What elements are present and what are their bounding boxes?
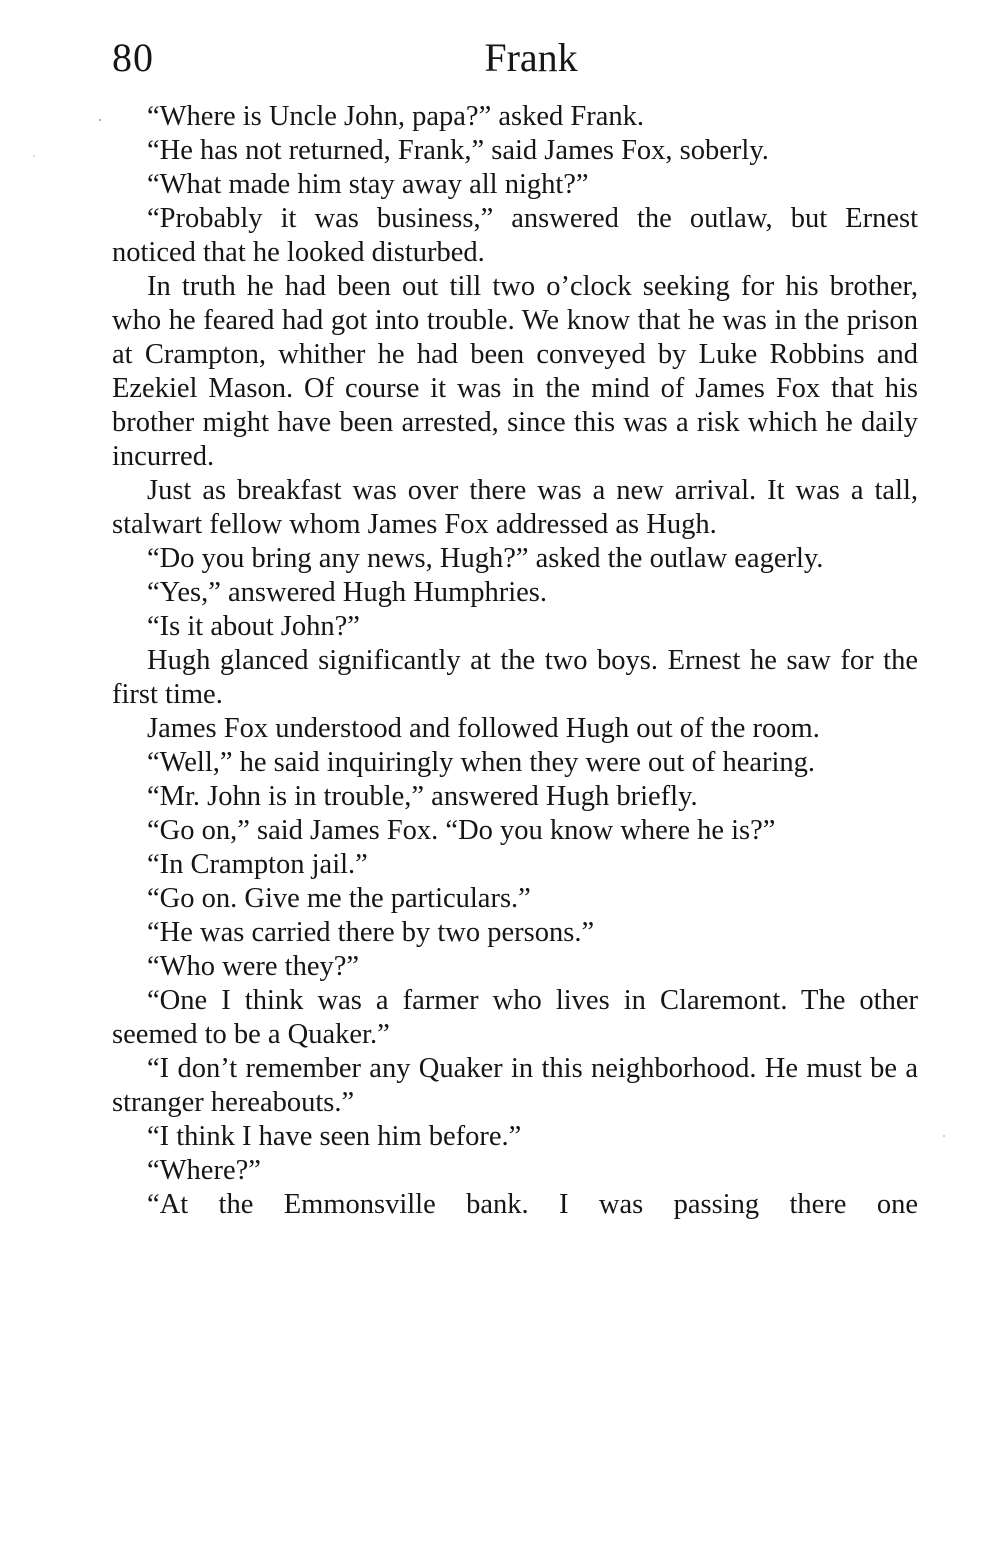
paragraph: In truth he had been out till two o’clock seeking for his brother, who he feared had got into trouble. We know that he was in the prison at Crampton, whither he had been conveyed by Luke Robbins and Ezekiel Mason. Of course it was in the mind of James Fox that his brother might have been arrested, since this was a risk which he daily incurred. xyxy=(112,271,918,472)
paragraph: “What made him stay away all night?” xyxy=(147,169,589,200)
page-number: 80 xyxy=(112,35,154,80)
paragraph: “He was carried there by two persons.” xyxy=(147,917,595,948)
paragraph: “Who were they?” xyxy=(147,951,360,982)
paragraph: “In Crampton jail.” xyxy=(147,849,368,880)
paragraph: “He has not returned, Frank,” said James Fox, soberly. xyxy=(147,135,769,166)
paragraph: “Where is Uncle John, papa?” asked Frank. xyxy=(147,101,644,132)
paragraph: “I think I have seen him before.” xyxy=(147,1121,522,1152)
paragraph: “One I think was a farmer who lives in Claremont. The other seemed to be a Quaker.” xyxy=(112,985,918,1050)
paragraph: “Do you bring any news, Hugh?” asked the outlaw eagerly. xyxy=(147,543,824,574)
paragraph: Hugh glanced significantly at the two boys. Ernest he saw for the first time. xyxy=(112,645,918,710)
paragraph: “Go on,” said James Fox. “Do you know where he is?” xyxy=(147,815,776,846)
paragraph: “Well,” he said inquiringly when they were out of hearing. xyxy=(147,747,816,778)
page-header xyxy=(112,36,920,84)
ink-speck xyxy=(943,1135,945,1137)
paragraph: James Fox understood and followed Hugh out of the room. xyxy=(147,713,820,744)
paragraph: “Is it about John?” xyxy=(147,611,360,642)
ink-speck xyxy=(99,119,101,121)
paragraph: “Mr. John is in trouble,” answered Hugh briefly. xyxy=(147,781,698,812)
paragraph: “Go on. Give me the particulars.” xyxy=(147,883,531,914)
running-title: Frank xyxy=(484,35,578,80)
paragraph: “Probably it was business,” answered the outlaw, but Ernest noticed that he looked disturbed. xyxy=(112,203,918,268)
paragraph: Just as breakfast was over there was a new arrival. It was a tall, stalwart fellow whom James Fox addressed as Hugh. xyxy=(112,475,918,540)
paragraph: “I don’t remember any Quaker in this neighborhood. He must be a stranger hereabouts.” xyxy=(112,1053,918,1118)
paragraph: “Where?” xyxy=(147,1155,261,1186)
paragraph-continued: “At the Emmonsville bank. I was passing there one xyxy=(147,1189,918,1220)
body-text xyxy=(112,100,918,1222)
ink-speck xyxy=(33,155,35,157)
paragraph: “Yes,” answered Hugh Humphries. xyxy=(147,577,547,608)
